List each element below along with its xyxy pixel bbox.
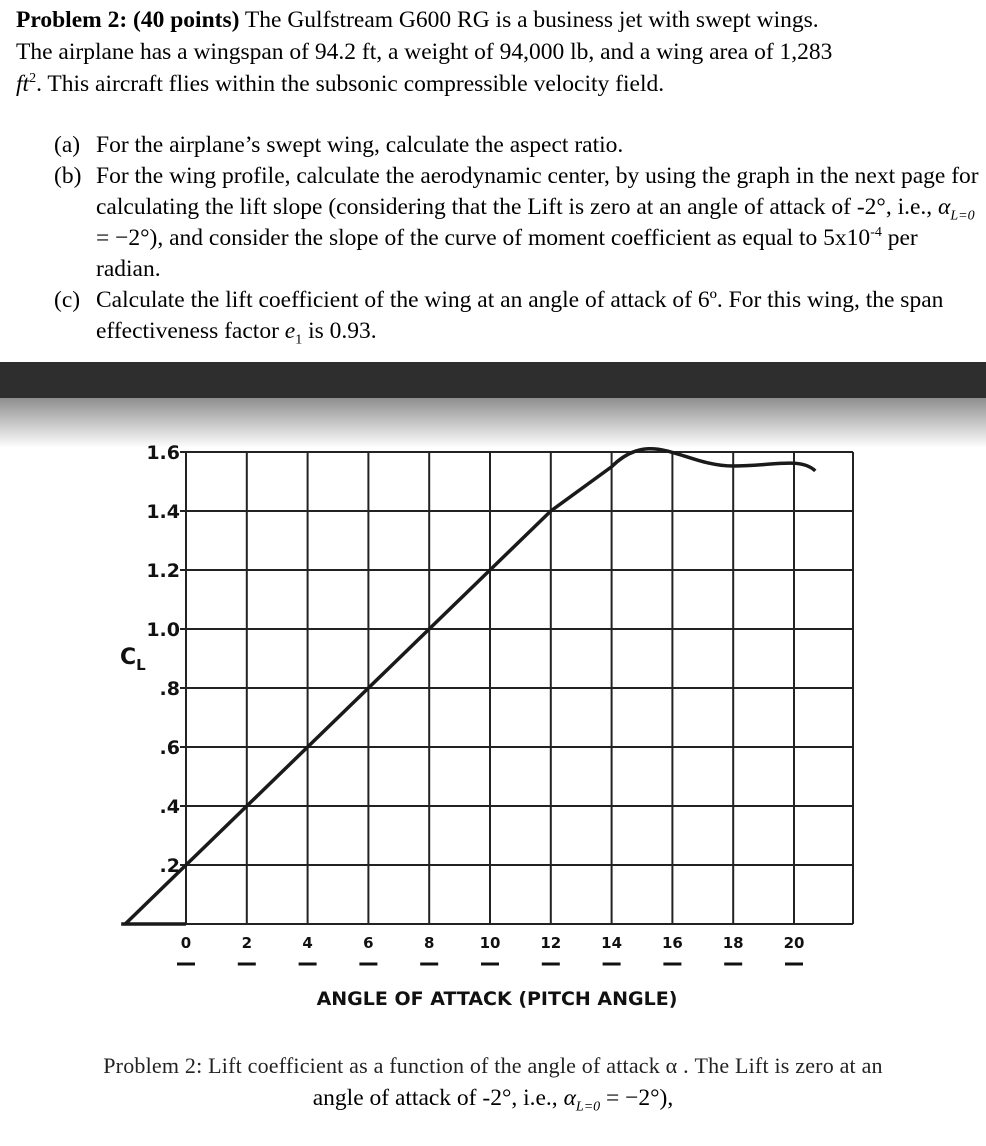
part-b [54, 161, 980, 285]
part-a [54, 130, 980, 161]
caption-line-2 [20, 1082, 966, 1114]
caption-alpha: α [563, 1085, 576, 1111]
caption-line-2-post: = −2°), [600, 1085, 674, 1111]
problem-line-1: The Gulfstream G600 RG is a business jet with swept wings. [239, 7, 819, 33]
alpha-symbol: α [938, 194, 951, 220]
cl-curve [125, 449, 815, 924]
part-c-text-2: is 0.93. [302, 318, 377, 344]
y-tick-label: .2 [159, 855, 180, 877]
x-tick-label: 4 [302, 934, 313, 952]
e-subscript: 1 [295, 332, 303, 348]
y-axis-label: $C_L$ [120, 645, 146, 674]
part-a-label: (a) [54, 132, 81, 158]
caption-line-1: Problem 2: Lift coefficient as a function of the angle of attack α . The Lift is zero at an [103, 1053, 883, 1078]
part-c-text-1: Calculate the lift coefficient of the wing at an angle of attack of 6º. For this wing, the span effectiveness factor [96, 287, 944, 344]
chart-grid [180, 452, 853, 924]
problem-line-2: The airplane has a wingspan of 94.2 ft, a weight of 94,000 lb, and a wing area of 1,283 [16, 39, 833, 65]
part-b-label: (b) [54, 163, 82, 189]
part-a-text: For the airplane’s swept wing, calculate the aspect ratio. [96, 132, 624, 158]
part-c [54, 285, 980, 347]
y-tick-label: .8 [159, 678, 180, 700]
part-b-exponent: -4 [870, 225, 882, 241]
x-tick-label: 12 [540, 934, 562, 952]
dark-header-bar [0, 362, 986, 398]
x-tick-label: 6 [363, 934, 374, 952]
alpha-subscript: L=0 [950, 208, 975, 224]
chart-curve-layer [121, 449, 815, 924]
part-b-text-3: per radian. [96, 225, 918, 282]
unit-exponent: 2 [29, 71, 37, 87]
y-tick-label: 1.2 [146, 560, 180, 582]
x-tick-label: 10 [479, 934, 501, 952]
x-tick-label: 18 [722, 934, 744, 952]
part-c-label: (c) [54, 287, 81, 313]
x-tick-label: 2 [241, 934, 253, 952]
y-tick-label: .4 [159, 796, 180, 818]
part-b-text-2: = −2°), and consider the slope of the curve of moment coefficient as equal to 5x10 [96, 225, 871, 251]
question-parts [54, 130, 980, 347]
problem-line-3: . This aircraft flies within the subsonic compressible velocity field. [36, 71, 665, 97]
caption-alpha-subscript: L=0 [575, 1099, 601, 1115]
y-tick-label: 1.0 [146, 619, 180, 641]
y-tick-label: 1.4 [146, 501, 180, 523]
y-tick-label: .6 [159, 737, 180, 759]
figure-caption [20, 1050, 966, 1114]
unit-ft: ft [16, 71, 30, 97]
chart-ticks [146, 442, 804, 964]
x-tick-label: 8 [423, 934, 435, 952]
part-b-text-1: For the wing profile, calculate the aerodynamic center, by using the graph in the next page for calculating the lift slope (considering that the Lift is zero at an angle of attack of -2°, i.e., [96, 163, 979, 220]
y-tick-label: 1.6 [146, 442, 180, 464]
caption-line-2-pre: angle of attack of -2°, i.e., [312, 1085, 564, 1111]
lift-coefficient-chart [0, 398, 986, 1038]
problem-statement [16, 4, 978, 100]
x-tick-label: 16 [661, 934, 683, 952]
problem-heading: Problem 2: (40 points) [16, 7, 240, 33]
x-tick-label: 14 [601, 934, 623, 952]
x-tick-label: 0 [180, 934, 192, 952]
x-tick-label: 20 [783, 934, 805, 952]
e-symbol: e [284, 318, 296, 344]
x-axis-label: ANGLE OF ATTACK (PITCH ANGLE) [316, 988, 678, 1010]
